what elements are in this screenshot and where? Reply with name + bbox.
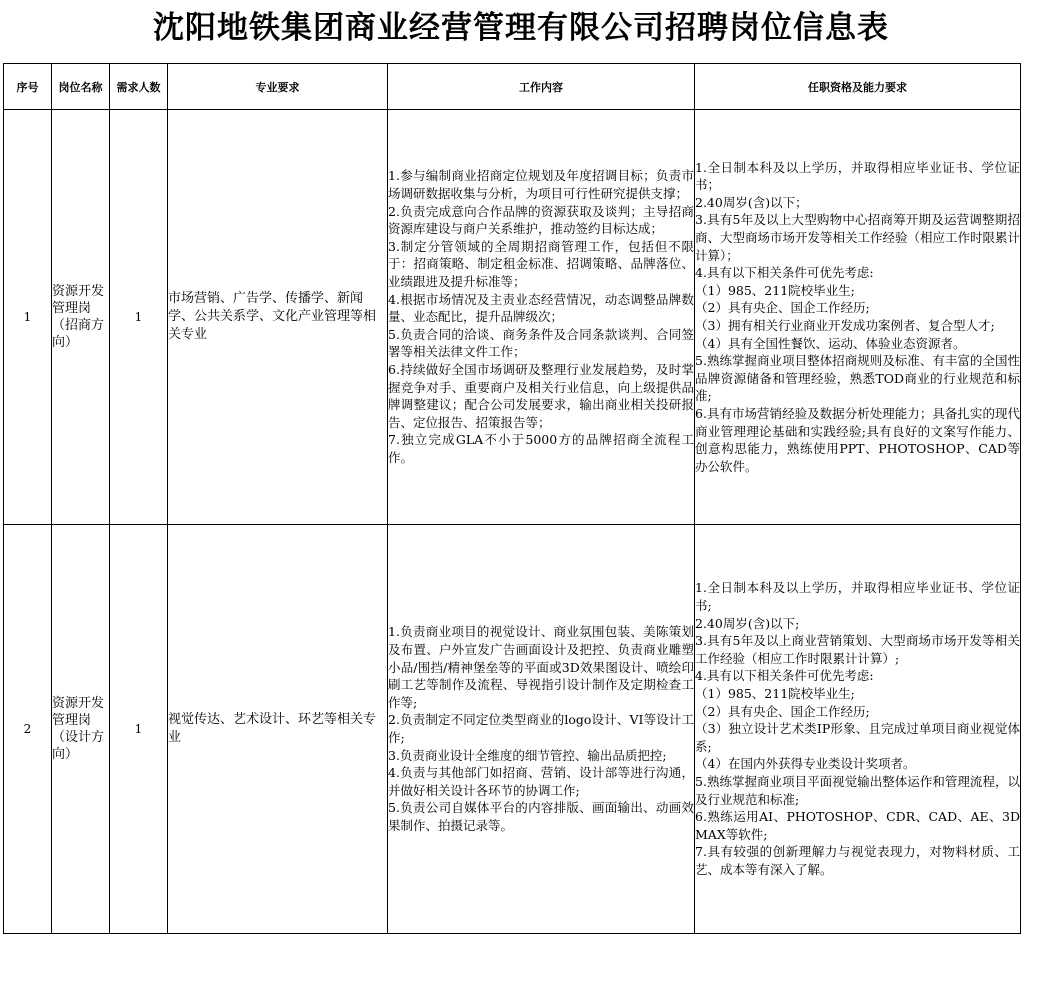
- major-requirement: 视觉传达、艺术设计、环艺等相关专业: [168, 525, 388, 934]
- requirement-item: 5.熟练掌握商业项目平面视觉输出整体运作和管理流程，以及行业规范和标准;: [695, 773, 1020, 807]
- major-requirement: 市场营销、广告学、传播学、新闻学、公共关系学、文化产业管理等相关专业: [168, 110, 388, 525]
- requirement-item: 7.具有较强的创新理解力与视觉表现力，对物料材质、工艺、成本等有深入了解。: [695, 844, 1020, 877]
- requirement-item: 4.具有以下相关条件可优先考虑:: [695, 265, 874, 281]
- table-row: [4, 110, 1021, 525]
- row-number: 1: [4, 110, 52, 525]
- content-item: 4.根据市场情况及主责业态经营情况，动态调整品牌数量、业态配比，提升品牌级次；: [388, 291, 694, 325]
- job-content: [388, 525, 695, 934]
- content-item: 7.独立完成GLA不小于5000方的品牌招商全流程工作。: [388, 432, 694, 465]
- headcount: 1: [110, 525, 168, 934]
- position-name: 资源开发管理岗（招商方向）: [52, 110, 110, 525]
- requirement-item: （3）拥有相关行业商业开发成功案例者、复合型人才;: [695, 318, 995, 333]
- requirement-item: 2.40周岁(含)以下;: [695, 615, 800, 631]
- content-item: 2.负责制定不同定位类型商业的logo设计、VI等设计工作;: [388, 712, 694, 745]
- table-row: [4, 525, 1021, 934]
- headcount: 1: [110, 110, 168, 525]
- header-count: 需求人数: [110, 64, 168, 110]
- requirement-item: 4.具有以下相关条件可优先考虑:: [695, 668, 874, 684]
- page-title: 沈阳地铁集团商业经营管理有限公司招聘岗位信息表: [153, 10, 889, 46]
- requirement-item: 2.40周岁(含)以下；: [695, 194, 808, 210]
- requirement-item: （2）具有央企、国企工作经历;: [695, 300, 870, 316]
- table-header-row: [4, 64, 1021, 110]
- requirement-item: 3.具有5年及以上商业营销策划、大型商场市场开发等相关工作经验（相应工作时限累计计算）;: [695, 633, 1020, 666]
- content-item: 1.负责商业项目的视觉设计、商业氛围包装、美陈策划及布置、户外宣发广告画面设计及把控、负责商业雕塑小品/围挡/精神堡垒等的平面或3D效果图设计、喷绘印刷工艺等制作及流程、导视指引设计制作及定期检查工作等;: [388, 624, 694, 710]
- recruitment-table: [3, 63, 1021, 934]
- header-requirements: 任职资格及能力要求: [695, 64, 1021, 110]
- row-number: 2: [4, 525, 52, 934]
- requirement-item: 3.具有5年及以上大型购物中心招商筹开期及运营调整期招商、大型商场市场开发等相关工作经验（相应工作时限累计计算）；: [695, 212, 1021, 263]
- requirement-item: （3）独立设计艺术类IP形象、且完成过单项目商业视觉体系;: [695, 721, 1020, 754]
- header-position: 岗位名称: [52, 64, 110, 110]
- qualifications: [695, 110, 1021, 525]
- requirement-item: 5.熟练掌握商业项目整体招商规则及标准、有丰富的全国性品牌资源储备和管理经验，熟悉TOD商业的行业规范和标准;: [695, 353, 1020, 404]
- content-item: 3.负责商业设计全维度的细节管控、输出品质把控;: [388, 747, 667, 763]
- header-major: 专业要求: [168, 64, 388, 110]
- requirement-item: 6.具有市场营销经验及数据分析处理能力；具备扎实的现代商业管理理论基础和实践经验;具有良好的文案写作能力、创意构思能力，熟练使用PPT、PHOTOSHOP、CAD等办公软件。: [695, 405, 1020, 474]
- requirement-item: 1.全日制本科及以上学历，并取得相应毕业证书、学位证书；: [695, 159, 1020, 193]
- content-item: 5.负责合同的洽谈、商务条件及合同条款谈判、合同签署等相关法律文件工作；: [388, 326, 694, 360]
- requirement-item: （4）具有全国性餐饮、运动、体验业态资源者。: [695, 335, 966, 351]
- requirement-item: （2）具有央企、国企工作经历;: [695, 703, 870, 719]
- content-item: 2.负责完成意向合作品牌的资源获取及谈判；主导招商资源库建设与商户关系维护，推动签约目标达成；: [388, 203, 694, 237]
- content-item: 3.制定分管领域的全周期招商管理工作，包括但不限于：招商策略、制定租金标准、招调策略、品牌落位、业绩跟进及提升标准等；: [388, 238, 694, 290]
- content-item: 5.负责公司自媒体平台的内容排版、画面输出、动画效果制作、拍摄记录等。: [388, 800, 694, 833]
- header-content: 工作内容: [388, 64, 695, 110]
- qualifications: [695, 525, 1021, 934]
- requirement-item: 6.熟练运用AI、PHOTOSHOP、CDR、CAD、AE、3D MAX等软件;: [695, 809, 1020, 842]
- requirement-item: 1.全日制本科及以上学历，并取得相应毕业证书、学位证书;: [695, 580, 1020, 614]
- requirement-item: （1）985、211院校毕业生;: [695, 282, 855, 298]
- requirement-item: （1）985、211院校毕业生;: [695, 686, 855, 702]
- content-item: 1.参与编制商业招商定位规划及年度招调目标；负责市场调研数据收集与分析，为项目可行性研究提供支撑；: [388, 168, 694, 202]
- content-item: 4.负责与其他部门如招商、营销、设计部等进行沟通，并做好相关设计各环节的协调工作;: [388, 765, 694, 798]
- requirement-item: （4）在国内外获得专业类设计奖项者。: [695, 756, 916, 772]
- header-num: 序号: [4, 64, 52, 110]
- position-name: 资源开发管理岗（设计方向）: [52, 525, 110, 934]
- content-item: 6.持续做好全国市场调研及整理行业发展趋势，及时掌握竞争对手、重要商户及相关行业信息，向上级提供品牌调整建议；配合公司发展要求，输出商业相关投研报告、定位报告、招策报告等；: [388, 361, 694, 430]
- job-content: [388, 110, 695, 525]
